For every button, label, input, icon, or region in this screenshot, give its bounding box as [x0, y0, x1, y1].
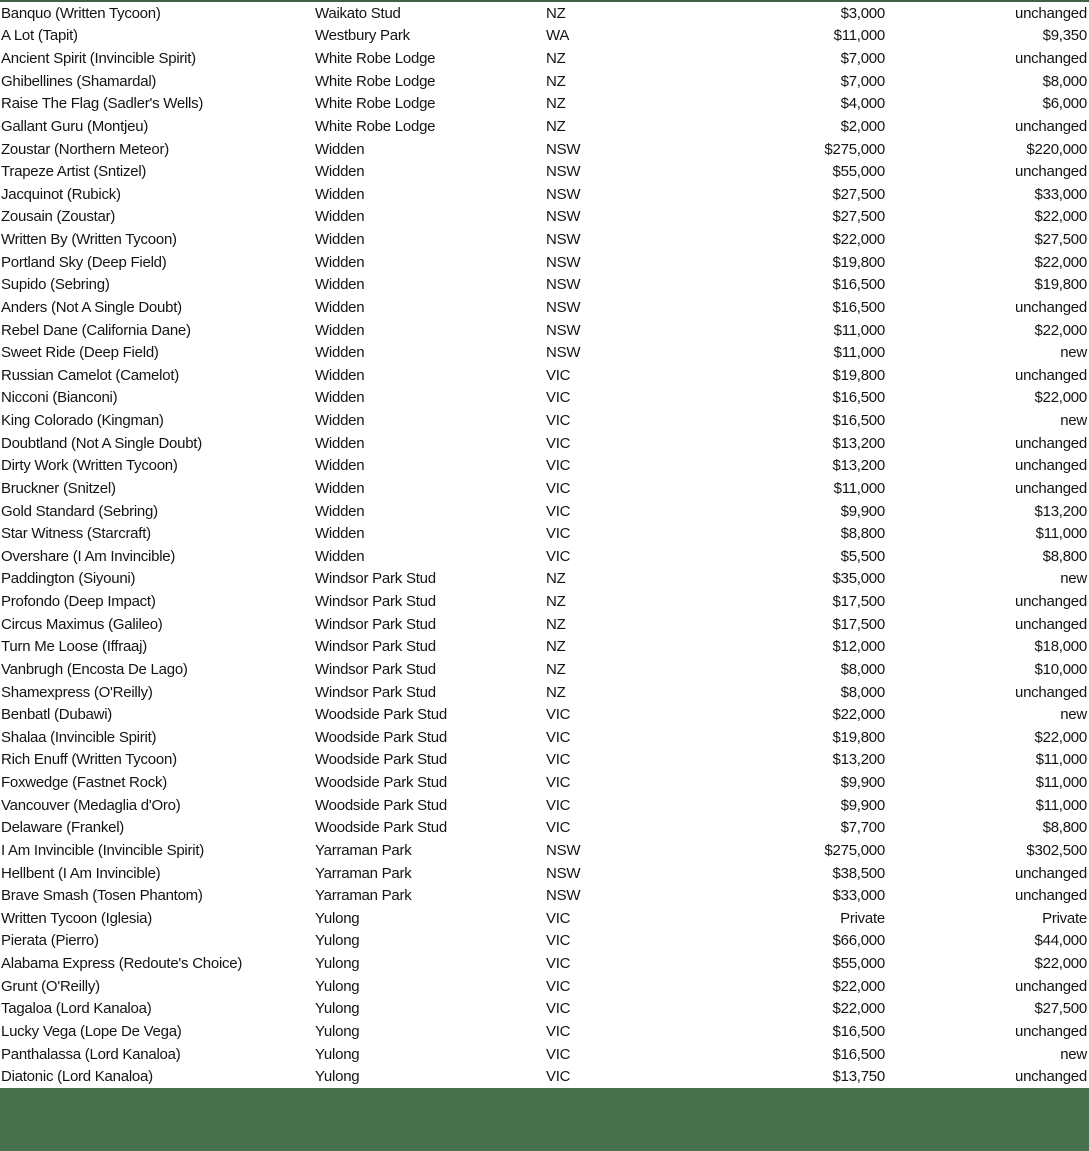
table-row	[0, 636, 1089, 659]
fee-cell: $16,500	[832, 277, 885, 293]
previous-fee-cell: unchanged	[1015, 1069, 1087, 1085]
stallion-cell: Shalaa (Invincible Spirit)	[1, 729, 157, 745]
stallion-cell: Foxwedge (Fastnet Rock)	[1, 775, 167, 791]
state-cell: VIC	[546, 978, 571, 994]
previous-fee-cell: $18,000	[1034, 639, 1087, 655]
previous-fee-cell: $302,500	[1026, 842, 1087, 858]
state-cell: NSW	[546, 865, 581, 881]
state-cell: VIC	[546, 729, 571, 745]
table-row	[0, 409, 1089, 432]
fee-cell: $27,500	[832, 186, 885, 202]
state-cell: NSW	[546, 209, 581, 225]
state-cell: NZ	[546, 73, 566, 89]
previous-fee-cell: new	[1060, 345, 1087, 361]
table-row	[0, 47, 1089, 70]
fee-cell: $8,000	[840, 661, 885, 677]
stud-cell: Widden	[315, 503, 365, 519]
fee-cell: $4,000	[840, 96, 885, 112]
stallion-cell: King Colorado (Kingman)	[1, 413, 164, 429]
table-row	[0, 817, 1089, 840]
fee-cell: $55,000	[832, 956, 885, 972]
stallion-cell: Grunt (O'Reilly)	[1, 978, 100, 994]
fee-cell: $2,000	[840, 118, 885, 134]
stud-cell: Widden	[315, 345, 365, 361]
previous-fee-cell: $11,000	[1035, 526, 1087, 542]
fee-cell: $13,200	[832, 458, 885, 474]
stallion-cell: Portland Sky (Deep Field)	[1, 254, 167, 270]
stallion-cell: I Am Invincible (Invincible Spirit)	[1, 842, 204, 858]
state-cell: VIC	[546, 390, 571, 406]
state-cell: NZ	[546, 51, 566, 67]
fee-cell: $33,000	[832, 888, 885, 904]
stallion-cell: Written Tycoon (Iglesia)	[1, 910, 153, 926]
stud-cell: Yulong	[315, 910, 360, 926]
state-cell: VIC	[546, 1069, 571, 1085]
previous-fee-cell: unchanged	[1015, 684, 1087, 700]
previous-fee-cell: unchanged	[1015, 118, 1087, 134]
fee-cell: $19,800	[832, 254, 885, 270]
table-row	[0, 160, 1089, 183]
state-cell: VIC	[546, 933, 571, 949]
table-row	[0, 341, 1089, 364]
stud-cell: Yulong	[315, 956, 360, 972]
fee-cell: $16,500	[832, 1046, 885, 1062]
stallion-cell: Nicconi (Bianconi)	[1, 390, 118, 406]
table-row	[0, 1043, 1089, 1066]
stallion-cell: Tagaloa (Lord Kanaloa)	[1, 1001, 152, 1017]
state-cell: VIC	[546, 503, 571, 519]
stud-cell: Widden	[315, 277, 365, 293]
stud-cell: Waikato Stud	[315, 5, 401, 21]
state-cell: NSW	[546, 299, 581, 315]
previous-fee-cell: Private	[1042, 910, 1087, 926]
fee-cell: $16,500	[832, 299, 885, 315]
fee-cell: $17,500	[832, 594, 885, 610]
previous-fee-cell: unchanged	[1015, 299, 1087, 315]
table-row	[0, 726, 1089, 749]
table-row	[0, 1065, 1089, 1088]
fee-cell: $13,750	[832, 1069, 885, 1085]
stud-cell: White Robe Lodge	[315, 118, 436, 134]
stud-cell: Woodside Park Stud	[315, 797, 447, 813]
stud-cell: Widden	[315, 435, 365, 451]
state-cell: WA	[546, 28, 570, 44]
state-cell: NZ	[546, 118, 566, 134]
stallion-cell: Raise The Flag (Sadler's Wells)	[1, 96, 204, 112]
state-cell: NZ	[546, 571, 566, 587]
stud-cell: Windsor Park Stud	[315, 594, 436, 610]
fee-cell: $11,000	[833, 480, 885, 496]
state-cell: VIC	[546, 458, 571, 474]
previous-fee-cell: unchanged	[1015, 164, 1087, 180]
table-row	[0, 590, 1089, 613]
stallion-cell: Bruckner (Snitzel)	[1, 480, 116, 496]
fee-cell: $16,500	[832, 413, 885, 429]
stallion-cell: Paddington (Siyouni)	[1, 571, 136, 587]
stallion-cell: Pierata (Pierro)	[1, 933, 99, 949]
stud-cell: Widden	[315, 548, 365, 564]
state-cell: VIC	[546, 480, 571, 496]
stud-cell: Windsor Park Stud	[315, 616, 436, 632]
stud-cell: White Robe Lodge	[315, 51, 436, 67]
table-row	[0, 70, 1089, 93]
previous-fee-cell: $22,000	[1034, 209, 1087, 225]
stallion-cell: Russian Camelot (Camelot)	[1, 367, 179, 383]
state-cell: VIC	[546, 707, 571, 723]
stallion-cell: Rich Enuff (Written Tycoon)	[1, 752, 177, 768]
previous-fee-cell: $44,000	[1034, 933, 1087, 949]
state-cell: VIC	[546, 910, 571, 926]
stud-cell: Woodside Park Stud	[315, 820, 447, 836]
previous-fee-cell: $11,000	[1035, 775, 1087, 791]
state-cell: NZ	[546, 639, 566, 655]
previous-fee-cell: unchanged	[1015, 435, 1087, 451]
fee-cell: $55,000	[832, 164, 885, 180]
footer-band	[0, 1088, 1089, 1151]
table-row	[0, 749, 1089, 772]
stallion-cell: Banquo (Written Tycoon)	[1, 5, 161, 21]
table-row	[0, 862, 1089, 885]
previous-fee-cell: $220,000	[1026, 141, 1087, 157]
stud-cell: Widden	[315, 254, 365, 270]
table-row	[0, 658, 1089, 681]
stallion-cell: Gallant Guru (Montjeu)	[1, 118, 149, 134]
fee-cell: $8,800	[840, 526, 885, 542]
stallion-cell: Sweet Ride (Deep Field)	[1, 345, 159, 361]
state-cell: NSW	[546, 888, 581, 904]
table-row	[0, 930, 1089, 953]
stud-cell: Windsor Park Stud	[315, 684, 436, 700]
stallion-cell: Lucky Vega (Lope De Vega)	[1, 1023, 182, 1039]
table-row	[0, 115, 1089, 138]
previous-fee-cell: new	[1060, 707, 1087, 723]
stallion-cell: Hellbent (I Am Invincible)	[1, 865, 161, 881]
previous-fee-cell: $13,200	[1034, 503, 1087, 519]
table-row	[0, 319, 1089, 342]
table-row	[0, 568, 1089, 591]
stud-cell: Yarraman Park	[315, 865, 412, 881]
stallion-cell: Rebel Dane (California Dane)	[1, 322, 191, 338]
stud-cell: Widden	[315, 164, 365, 180]
table-row	[0, 613, 1089, 636]
fee-cell: $11,000	[833, 345, 885, 361]
stud-cell: Yulong	[315, 933, 360, 949]
fee-cell: $66,000	[832, 933, 885, 949]
fee-cell: $22,000	[832, 1001, 885, 1017]
previous-fee-cell: $22,000	[1034, 390, 1087, 406]
table-row	[0, 998, 1089, 1021]
stud-cell: Yulong	[315, 978, 360, 994]
previous-fee-cell: $22,000	[1034, 322, 1087, 338]
fee-cell: $7,700	[840, 820, 885, 836]
fee-cell: $17,500	[832, 616, 885, 632]
state-cell: NZ	[546, 616, 566, 632]
table-row	[0, 545, 1089, 568]
previous-fee-cell: new	[1060, 571, 1087, 587]
previous-fee-cell: $8,800	[1042, 820, 1087, 836]
state-cell: VIC	[546, 1001, 571, 1017]
table-row	[0, 884, 1089, 907]
table-row	[0, 93, 1089, 116]
stallion-cell: Alabama Express (Redoute's Choice)	[1, 956, 243, 972]
fee-cell: $12,000	[832, 639, 885, 655]
stud-cell: Woodside Park Stud	[315, 729, 447, 745]
table-row	[0, 975, 1089, 998]
fee-cell: $22,000	[832, 978, 885, 994]
previous-fee-cell: unchanged	[1015, 458, 1087, 474]
table-row	[0, 387, 1089, 410]
stallion-cell: Turn Me Loose (Iffraaj)	[1, 639, 147, 655]
state-cell: NSW	[546, 322, 581, 338]
table-row	[0, 206, 1089, 229]
previous-fee-cell: $9,350	[1042, 28, 1087, 44]
stud-cell: Windsor Park Stud	[315, 639, 436, 655]
stud-fees-table	[0, 2, 1089, 1088]
stallion-cell: Circus Maximus (Galileo)	[1, 616, 163, 632]
table-row	[0, 681, 1089, 704]
state-cell: NSW	[546, 141, 581, 157]
fee-cell: $19,800	[832, 729, 885, 745]
previous-fee-cell: $8,000	[1042, 73, 1087, 89]
stud-cell: White Robe Lodge	[315, 73, 436, 89]
stallion-cell: Profondo (Deep Impact)	[1, 594, 156, 610]
state-cell: NZ	[546, 684, 566, 700]
state-cell: NSW	[546, 232, 581, 248]
previous-fee-cell: $11,000	[1035, 797, 1087, 813]
stud-cell: Yulong	[315, 1046, 360, 1062]
state-cell: VIC	[546, 1046, 571, 1062]
previous-fee-cell: unchanged	[1015, 978, 1087, 994]
stud-cell: Widden	[315, 526, 365, 542]
state-cell: VIC	[546, 820, 571, 836]
stud-cell: Yarraman Park	[315, 888, 412, 904]
state-cell: NSW	[546, 254, 581, 270]
table-row	[0, 274, 1089, 297]
stud-cell: Widden	[315, 413, 365, 429]
fee-cell: $19,800	[832, 367, 885, 383]
previous-fee-cell: $33,000	[1034, 186, 1087, 202]
stud-cell: Widden	[315, 186, 365, 202]
stallion-cell: Vanbrugh (Encosta De Lago)	[1, 661, 188, 677]
stud-cell: Yulong	[315, 1023, 360, 1039]
stallion-cell: Anders (Not A Single Doubt)	[1, 299, 182, 315]
fee-cell: $16,500	[832, 1023, 885, 1039]
previous-fee-cell: $27,500	[1034, 1001, 1087, 1017]
table-row	[0, 839, 1089, 862]
state-cell: VIC	[546, 526, 571, 542]
state-cell: VIC	[546, 1023, 571, 1039]
stallion-cell: Zoustar (Northern Meteor)	[1, 141, 169, 157]
previous-fee-cell: $22,000	[1034, 254, 1087, 270]
table-row	[0, 794, 1089, 817]
table-row	[0, 296, 1089, 319]
stud-cell: Widden	[315, 232, 365, 248]
stud-cell: Woodside Park Stud	[315, 752, 447, 768]
stallion-cell: Diatonic (Lord Kanaloa)	[1, 1069, 153, 1085]
stallion-cell: Doubtland (Not A Single Doubt)	[1, 435, 202, 451]
fee-cell: $13,200	[832, 752, 885, 768]
fee-cell: $22,000	[832, 707, 885, 723]
stud-cell: Woodside Park Stud	[315, 775, 447, 791]
table-row	[0, 138, 1089, 161]
fee-cell: $9,900	[840, 797, 885, 813]
previous-fee-cell: unchanged	[1015, 51, 1087, 67]
stallion-cell: Overshare (I Am Invincible)	[1, 548, 176, 564]
previous-fee-cell: $22,000	[1034, 729, 1087, 745]
stallion-cell: Jacquinot (Rubick)	[1, 186, 121, 202]
fee-cell: $7,000	[840, 73, 885, 89]
stud-cell: Yulong	[315, 1069, 360, 1085]
stud-cell: Westbury Park	[315, 28, 410, 44]
previous-fee-cell: new	[1060, 413, 1087, 429]
previous-fee-cell: $11,000	[1035, 752, 1087, 768]
state-cell: NSW	[546, 345, 581, 361]
state-cell: NSW	[546, 842, 581, 858]
stallion-cell: Trapeze Artist (Sntizel)	[1, 164, 147, 180]
state-cell: VIC	[546, 752, 571, 768]
previous-fee-cell: unchanged	[1015, 480, 1087, 496]
stallion-cell: Panthalassa (Lord Kanaloa)	[1, 1046, 181, 1062]
stallion-cell: Gold Standard (Sebring)	[1, 503, 158, 519]
stallion-cell: Zousain (Zoustar)	[1, 209, 116, 225]
stallion-cell: Brave Smash (Tosen Phantom)	[1, 888, 203, 904]
table-row	[0, 477, 1089, 500]
previous-fee-cell: new	[1060, 1046, 1087, 1062]
previous-fee-cell: $6,000	[1042, 96, 1087, 112]
previous-fee-cell: unchanged	[1015, 888, 1087, 904]
stallion-cell: Benbatl (Dubawi)	[1, 707, 113, 723]
previous-fee-cell: unchanged	[1015, 367, 1087, 383]
stud-cell: Widden	[315, 141, 365, 157]
fee-cell: $11,000	[833, 28, 885, 44]
table-row	[0, 183, 1089, 206]
stud-cell: Widden	[315, 299, 365, 315]
fee-cell: $3,000	[840, 5, 885, 21]
table-row	[0, 703, 1089, 726]
stud-cell: Woodside Park Stud	[315, 707, 447, 723]
stud-cell: Windsor Park Stud	[315, 661, 436, 677]
fee-cell: $38,500	[832, 865, 885, 881]
table-row	[0, 952, 1089, 975]
stallion-cell: Written By (Written Tycoon)	[1, 232, 177, 248]
state-cell: NZ	[546, 594, 566, 610]
state-cell: NZ	[546, 96, 566, 112]
state-cell: VIC	[546, 956, 571, 972]
table-row	[0, 432, 1089, 455]
table-row	[0, 251, 1089, 274]
table-row	[0, 2, 1089, 25]
previous-fee-cell: unchanged	[1015, 5, 1087, 21]
state-cell: VIC	[546, 367, 571, 383]
stud-cell: Widden	[315, 390, 365, 406]
state-cell: NZ	[546, 661, 566, 677]
stud-cell: Yarraman Park	[315, 842, 412, 858]
state-cell: NZ	[546, 5, 566, 21]
fee-cell: $7,000	[840, 51, 885, 67]
stud-cell: Yulong	[315, 1001, 360, 1017]
previous-fee-cell: unchanged	[1015, 865, 1087, 881]
stud-cell: Windsor Park Stud	[315, 571, 436, 587]
table-row	[0, 907, 1089, 930]
state-cell: VIC	[546, 775, 571, 791]
table-row	[0, 500, 1089, 523]
fee-cell: $11,000	[833, 322, 885, 338]
stud-cell: Widden	[315, 480, 365, 496]
table-row	[0, 228, 1089, 251]
previous-fee-cell: $22,000	[1034, 956, 1087, 972]
stallion-cell: Shamexpress (O'Reilly)	[1, 684, 153, 700]
state-cell: VIC	[546, 435, 571, 451]
fee-cell: $9,900	[840, 503, 885, 519]
stallion-cell: Dirty Work (Written Tycoon)	[1, 458, 178, 474]
stallion-cell: Ghibellines (Shamardal)	[1, 73, 157, 89]
fee-cell: $35,000	[832, 571, 885, 587]
stallion-cell: Delaware (Frankel)	[1, 820, 125, 836]
previous-fee-cell: unchanged	[1015, 1023, 1087, 1039]
table-row	[0, 455, 1089, 478]
previous-fee-cell: unchanged	[1015, 594, 1087, 610]
stud-cell: Widden	[315, 209, 365, 225]
table-row	[0, 25, 1089, 48]
previous-fee-cell: $19,800	[1034, 277, 1087, 293]
stud-cell: Widden	[315, 367, 365, 383]
state-cell: VIC	[546, 797, 571, 813]
fee-cell: $22,000	[832, 232, 885, 248]
fee-cell: $275,000	[824, 842, 885, 858]
stallion-cell: Ancient Spirit (Invincible Spirit)	[1, 51, 196, 67]
stud-cell: Widden	[315, 322, 365, 338]
fee-cell: $5,500	[840, 548, 885, 564]
stud-cell: Widden	[315, 458, 365, 474]
table-row	[0, 522, 1089, 545]
fee-cell: $9,900	[840, 775, 885, 791]
previous-fee-cell: $8,800	[1042, 548, 1087, 564]
fee-cell: $16,500	[832, 390, 885, 406]
fee-cell: $275,000	[824, 141, 885, 157]
stallion-cell: Star Witness (Starcraft)	[1, 526, 151, 542]
state-cell: VIC	[546, 413, 571, 429]
state-cell: VIC	[546, 548, 571, 564]
table-row	[0, 1020, 1089, 1043]
stallion-cell: Vancouver (Medaglia d'Oro)	[1, 797, 181, 813]
fee-cell: $13,200	[832, 435, 885, 451]
fee-cell: $8,000	[840, 684, 885, 700]
state-cell: NSW	[546, 277, 581, 293]
stallion-cell: A Lot (Tapit)	[1, 28, 78, 44]
fee-cell: Private	[840, 910, 885, 926]
state-cell: NSW	[546, 186, 581, 202]
previous-fee-cell: unchanged	[1015, 616, 1087, 632]
previous-fee-cell: $10,000	[1034, 661, 1087, 677]
state-cell: NSW	[546, 164, 581, 180]
table-row	[0, 771, 1089, 794]
stud-cell: White Robe Lodge	[315, 96, 436, 112]
stallion-cell: Supido (Sebring)	[1, 277, 110, 293]
table-row	[0, 364, 1089, 387]
fee-cell: $27,500	[832, 209, 885, 225]
previous-fee-cell: $27,500	[1034, 232, 1087, 248]
